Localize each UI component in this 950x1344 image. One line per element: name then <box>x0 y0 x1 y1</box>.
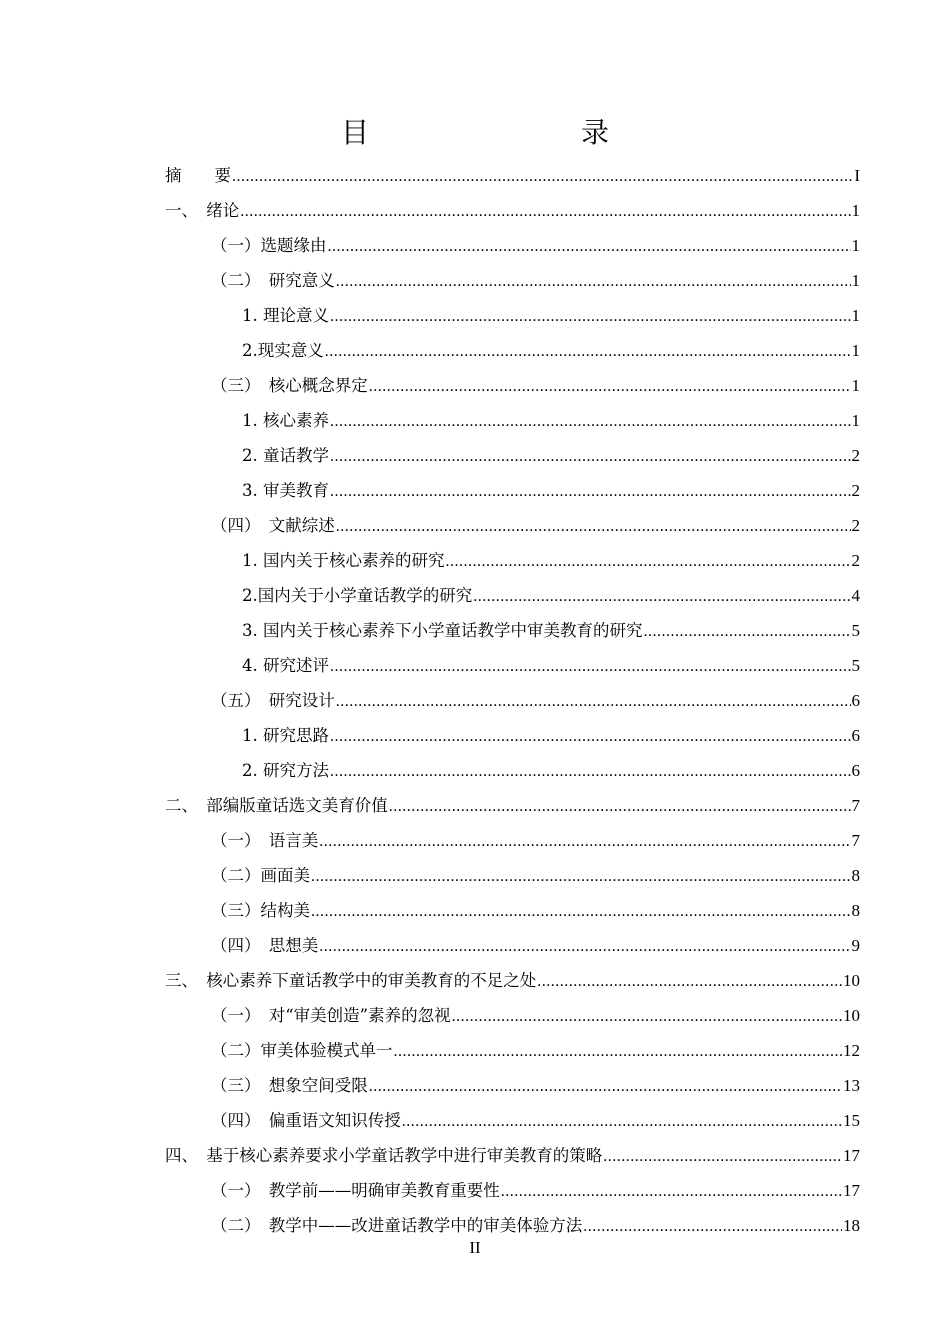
toc-leader-dots <box>330 439 851 474</box>
toc-entry-page: 17 <box>843 1181 860 1200</box>
toc-entry[interactable] <box>165 1033 860 1068</box>
toc-entry-page: 1 <box>851 201 860 220</box>
toc-entry[interactable] <box>165 158 860 193</box>
toc-entry[interactable] <box>165 543 860 578</box>
toc-entry[interactable] <box>165 893 860 928</box>
toc-entry[interactable] <box>165 263 860 298</box>
toc-leader-dots <box>319 824 850 859</box>
toc-entry-label: 三、 核心素养下童话教学中的审美教育的不足之处 <box>165 971 537 990</box>
toc-leader-dots <box>473 579 850 614</box>
page-number: II <box>469 1238 481 1257</box>
toc-entry-label: 2.国内关于小学童话教学的研究 <box>242 586 473 605</box>
toc-leader-dots <box>336 684 851 719</box>
toc-entry-page: 8 <box>851 901 860 920</box>
toc-entry-label: 3. 审美教育 <box>242 481 329 500</box>
toc-entry-label: 3. 国内关于核心素养下小学童话教学中审美教育的研究 <box>242 621 643 640</box>
toc-leader-dots <box>232 159 853 194</box>
toc-entry-label: 4. 研究述评 <box>242 656 329 675</box>
toc-entry[interactable] <box>165 718 860 753</box>
toc-entry-label: （三） 核心概念界定 <box>211 376 368 395</box>
toc-entry[interactable] <box>165 473 860 508</box>
toc-leader-dots <box>330 299 851 334</box>
toc-entry[interactable] <box>165 298 860 333</box>
toc-leader-dots <box>452 999 842 1034</box>
toc-leader-dots <box>330 754 851 789</box>
toc-entry-page: 12 <box>843 1041 860 1060</box>
toc-entry-page: I <box>854 166 860 185</box>
toc-entry-label: 2.现实意义 <box>242 341 324 360</box>
toc-entry-label: 一、 绪论 <box>165 201 240 220</box>
toc-leader-dots <box>389 789 851 824</box>
toc-entry-page: 10 <box>843 971 860 990</box>
toc-entry-page: 2 <box>851 446 860 465</box>
toc-entry[interactable] <box>165 1103 860 1138</box>
toc-leader-dots <box>394 1034 843 1069</box>
toc-entry-label: 1. 研究思路 <box>242 726 329 745</box>
toc-entry-label: 1. 国内关于核心素养的研究 <box>242 551 445 570</box>
toc-entry[interactable] <box>165 648 860 683</box>
toc-entry-page: 1 <box>851 411 860 430</box>
toc-leader-dots <box>311 894 851 929</box>
toc-entry[interactable] <box>165 438 860 473</box>
toc-entry[interactable] <box>165 333 860 368</box>
toc-leader-dots <box>336 264 851 299</box>
toc-entry[interactable] <box>165 1173 860 1208</box>
toc-entry-page: 2 <box>851 481 860 500</box>
toc-entry[interactable] <box>165 578 860 613</box>
toc-entry[interactable] <box>165 368 860 403</box>
toc-entry-label: （一） 语言美 <box>211 831 319 850</box>
toc-entry-label: （三） 想象空间受限 <box>211 1076 368 1095</box>
toc-entry-page: 6 <box>851 761 860 780</box>
toc-entry-page: 2 <box>851 551 860 570</box>
toc-entry-page: 1 <box>851 341 860 360</box>
toc-entry-label: （二）审美体验模式单一 <box>211 1041 393 1060</box>
toc-entry[interactable] <box>165 613 860 648</box>
toc-entry-label: （五） 研究设计 <box>211 691 335 710</box>
toc-entry-label: 摘 要 <box>165 166 231 185</box>
toc-entry-page: 1 <box>851 236 860 255</box>
toc-entry-page: 1 <box>851 376 860 395</box>
toc-entry-page: 6 <box>851 726 860 745</box>
toc-leader-dots <box>369 1069 842 1104</box>
toc-entry-page: 18 <box>843 1216 860 1235</box>
toc-entry-label: （二） 教学中——改进童话教学中的审美体验方法 <box>211 1216 583 1235</box>
toc-entry-label: （二） 研究意义 <box>211 271 335 290</box>
toc-entry-page: 6 <box>851 691 860 710</box>
toc-leader-dots <box>330 649 851 684</box>
toc-entry-page: 1 <box>851 306 860 325</box>
toc-entry-label: （四） 思想美 <box>211 936 319 955</box>
toc-entry-page: 7 <box>851 831 860 850</box>
toc-entry-label: 二、 部编版童话选文美育价值 <box>165 796 388 815</box>
toc-entry-page: 7 <box>851 796 860 815</box>
toc-leader-dots <box>644 614 851 649</box>
toc-entry[interactable] <box>165 858 860 893</box>
toc-entry-page: 13 <box>843 1076 860 1095</box>
toc-entry-page: 2 <box>851 516 860 535</box>
toc-entry[interactable] <box>165 1138 860 1173</box>
toc-entry[interactable] <box>165 403 860 438</box>
toc-leader-dots <box>328 229 851 264</box>
toc-entry-label: （一） 教学前——明确审美教育重要性 <box>211 1181 500 1200</box>
toc-leader-dots <box>446 544 851 579</box>
toc-entry-page: 5 <box>851 621 860 640</box>
toc-entry-label: 四、 基于核心素养要求小学童话教学中进行审美教育的策略 <box>165 1146 603 1165</box>
toc-leader-dots <box>240 194 850 229</box>
toc-leader-dots <box>330 719 851 754</box>
toc-entry[interactable] <box>165 683 860 718</box>
toc-entry[interactable] <box>165 998 860 1033</box>
toc-leader-dots <box>501 1174 842 1209</box>
toc-leader-dots <box>330 404 851 439</box>
toc-entry-page: 4 <box>851 586 860 605</box>
toc-leader-dots <box>336 509 851 544</box>
toc-entry-page: 8 <box>851 866 860 885</box>
table-of-contents <box>165 158 860 1243</box>
toc-entry-page: 17 <box>843 1146 860 1165</box>
toc-entry[interactable] <box>165 788 860 823</box>
toc-entry-label: （四） 偏重语文知识传授 <box>211 1111 401 1130</box>
toc-entry-page: 5 <box>851 656 860 675</box>
toc-leader-dots <box>537 964 842 999</box>
toc-entry-label: （四） 文献综述 <box>211 516 335 535</box>
toc-entry-label: （二）画面美 <box>211 866 310 885</box>
toc-entry[interactable] <box>165 228 860 263</box>
toc-leader-dots <box>325 334 851 369</box>
toc-entry[interactable] <box>165 823 860 858</box>
toc-entry[interactable] <box>165 508 860 543</box>
toc-entry-label: 1. 核心素养 <box>242 411 329 430</box>
toc-entry[interactable] <box>165 963 860 998</box>
toc-entry-label: （一）选题缘由 <box>211 236 327 255</box>
toc-leader-dots <box>603 1139 842 1174</box>
toc-entry-page: 1 <box>851 271 860 290</box>
toc-entry-label: 2. 童话教学 <box>242 446 329 465</box>
toc-entry-label: （三）结构美 <box>211 901 310 920</box>
toc-entry-page: 15 <box>843 1111 860 1130</box>
toc-entry[interactable] <box>165 753 860 788</box>
toc-leader-dots <box>311 859 851 894</box>
toc-entry[interactable] <box>165 193 860 228</box>
toc-title: 目 录 <box>340 116 661 149</box>
toc-leader-dots <box>330 474 851 509</box>
toc-leader-dots <box>369 369 851 404</box>
toc-entry-label: 2. 研究方法 <box>242 761 329 780</box>
toc-entry-label: （一） 对“审美创造”素养的忽视 <box>211 1006 451 1025</box>
toc-entry-page: 9 <box>851 936 860 955</box>
toc-entry[interactable] <box>165 1068 860 1103</box>
toc-entry-label: 1. 理论意义 <box>242 306 329 325</box>
toc-leader-dots <box>319 929 850 964</box>
toc-leader-dots <box>402 1104 842 1139</box>
toc-entry[interactable] <box>165 928 860 963</box>
toc-entry-page: 10 <box>843 1006 860 1025</box>
